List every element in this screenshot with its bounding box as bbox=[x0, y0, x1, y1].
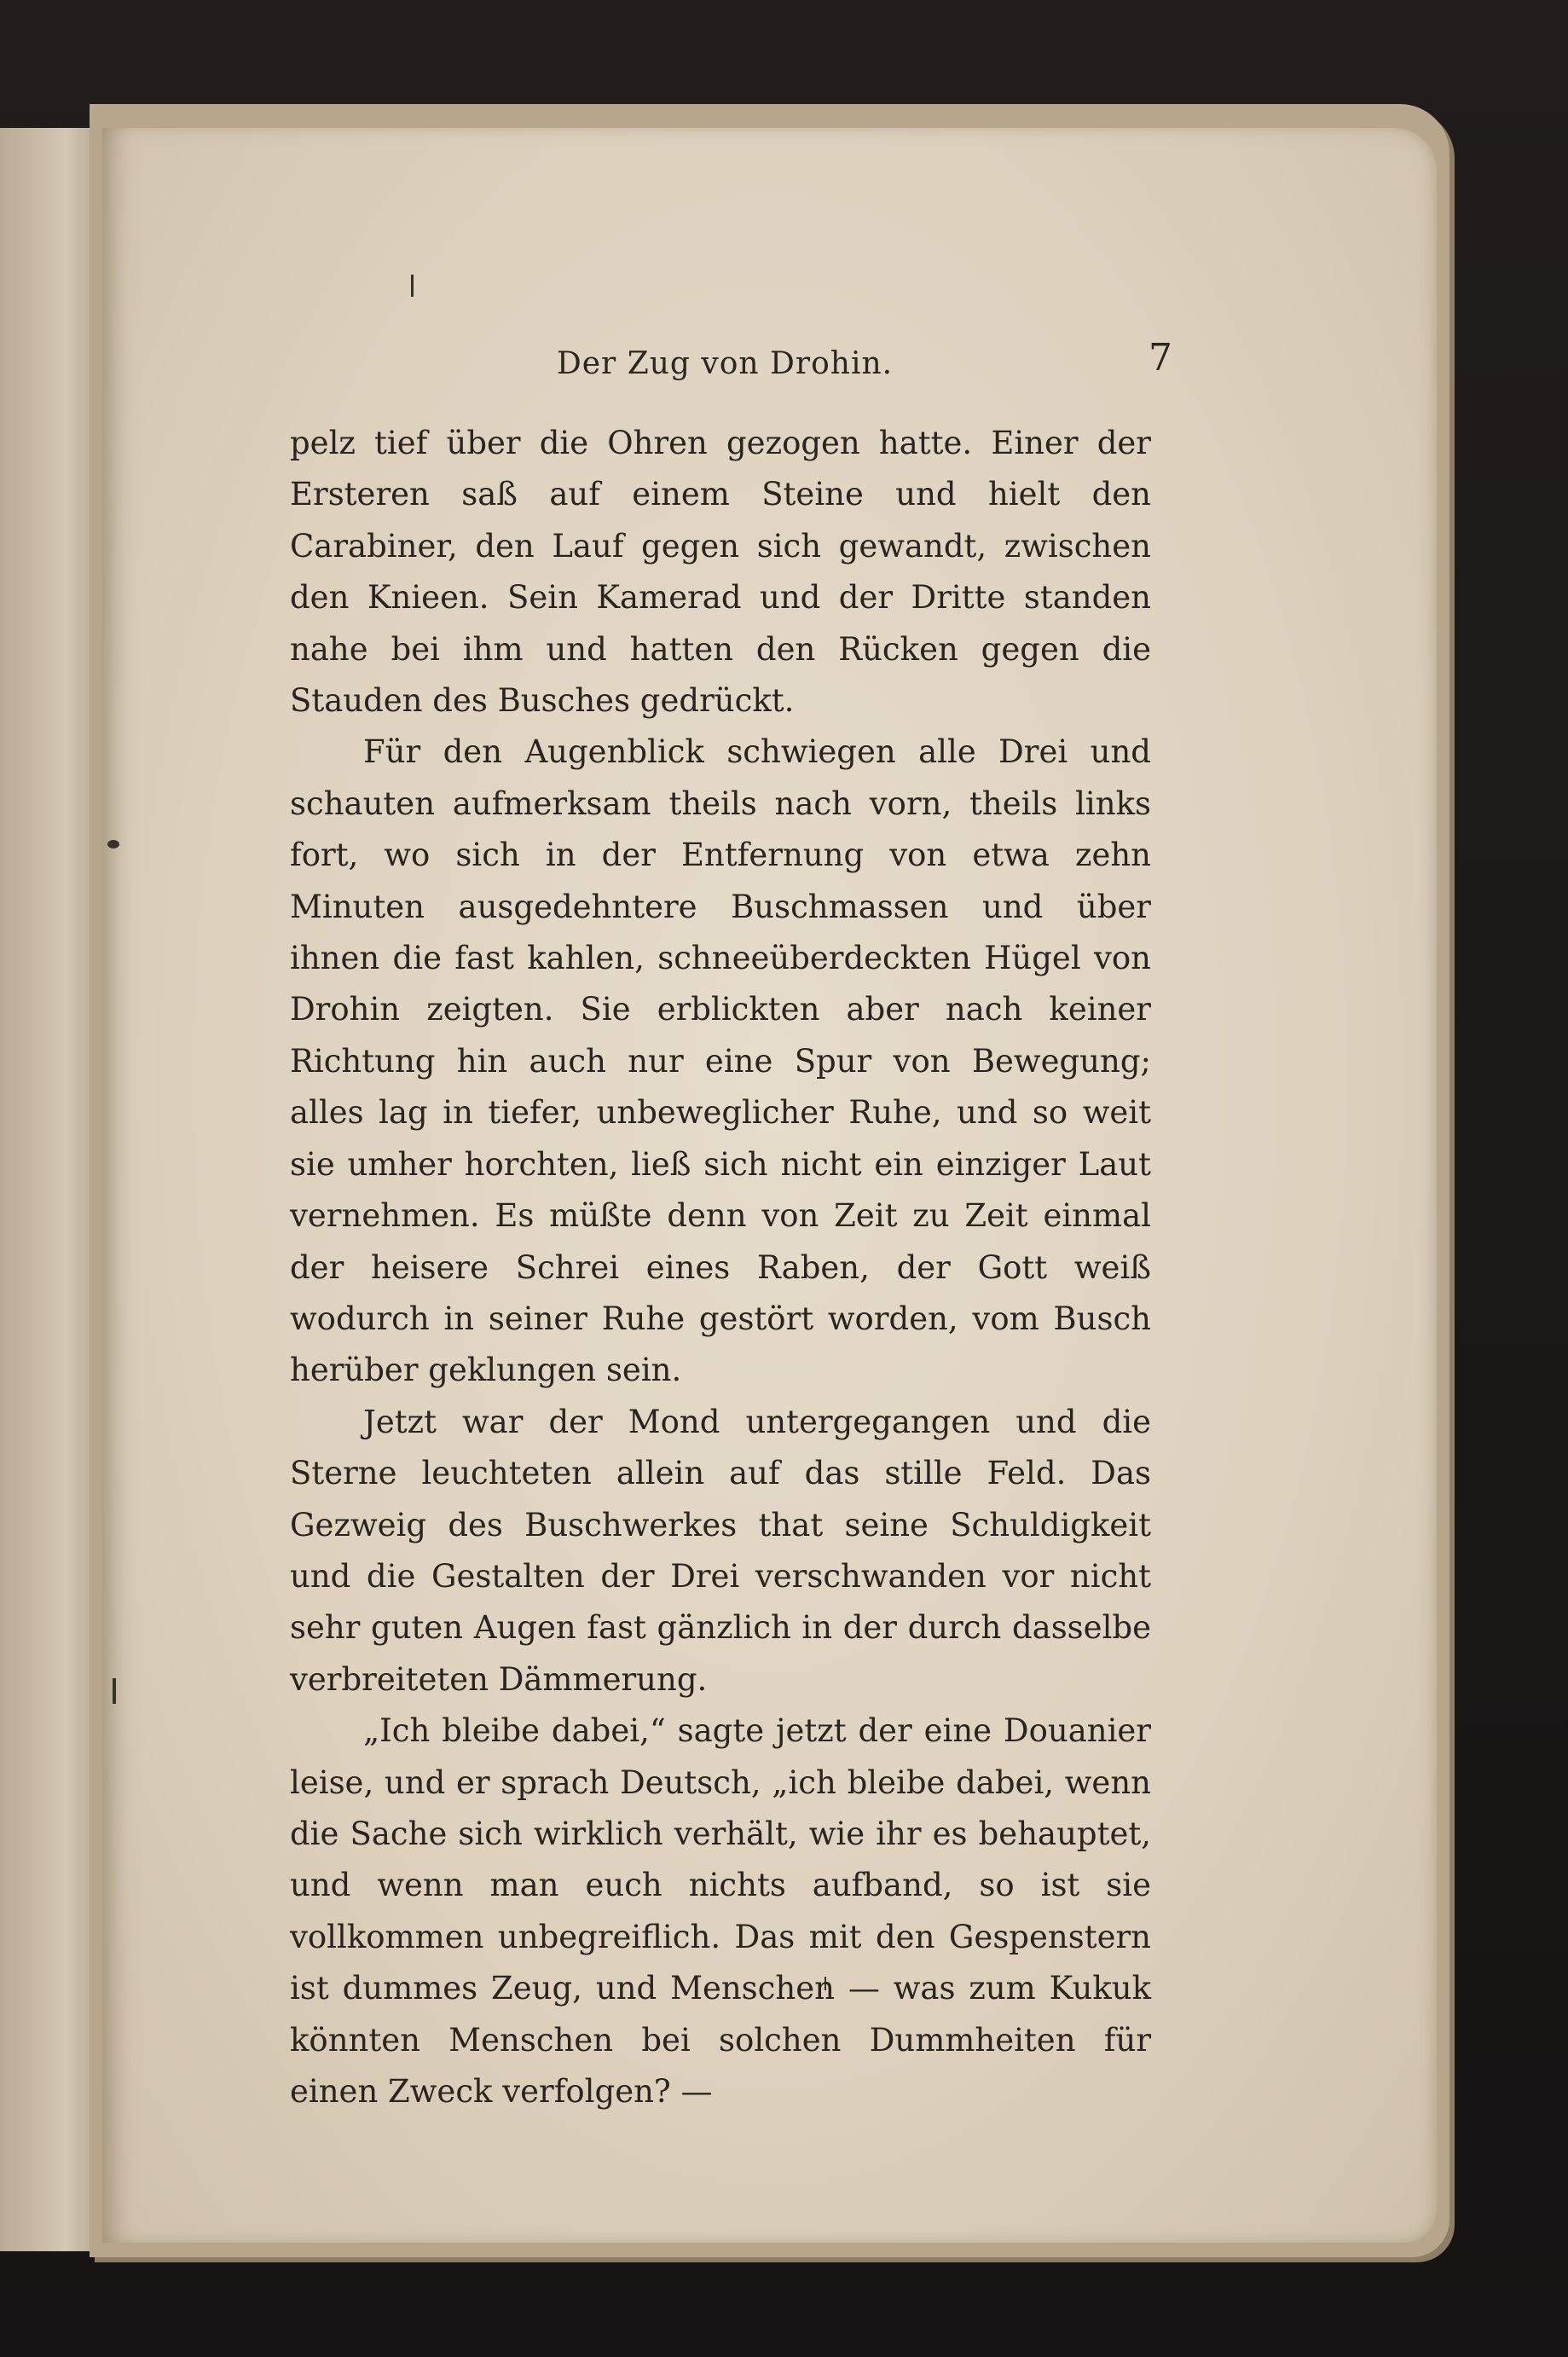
paragraph: Für den Augenblick schwiegen alle Drei und schauten aufmerksam theils nach vorn, theils links fort, wo sich in der Entfernung von etwa zehn Minuten ausgedehntere Buschmassen und über ihnen die fast kahlen, schneeüberdeckten Hügel von Drohin zeigten. Sie erblickten aber nach keiner Richtung hin auch nur eine Spur von Bewegung; alles lag in tiefer, unbeweglicher Ruhe, und so weit sie umher horchten, ließ sich nicht ein einziger Laut vernehmen. Es müßte denn von Zeit zu Zeit einmal der heisere Schrei eines Raben, der Gott weiß wodurch in seiner Ruhe gestört worden, vom Busch herüber geklungen sein. bbox=[290, 733, 1151, 1389]
running-header bbox=[290, 336, 1172, 392]
page-number: 7 bbox=[1149, 336, 1172, 379]
paragraph: Jetzt war der Mond untergegangen und die Sterne leuchteten allein auf das stille Feld. Das Gezweig des Buschwerkes that seine Schuldigkeit und die Gestalten der Drei verschwanden vor nicht sehr guten Augen fast gänzlich in der durch dasselbe verbreiteten Dämmerung. bbox=[290, 1403, 1151, 1698]
paragraph: „Ich bleibe dabei,“ sagte jetzt der eine Douanier leise, und er sprach Deutsch, „ich bleibe dabei, wenn die Sache sich wirklich verhält, wie ihr es behauptet, und wenn man euch nichts aufband, so ist sie vollkommen unbegreiflich. Das mit den Gespenstern ist dummes Zeug, und Menschen — was zum Kukuk könnten Menschen bei solchen Dummheiten für einen Zweck verfolgen? — bbox=[290, 1712, 1151, 2110]
body-text bbox=[290, 418, 1151, 2117]
paragraph: pelz tief über die Ohren gezogen hatte. Einer der Ersteren saß auf einem Steine und hielt den Carabiner, den Lauf gegen sich gewandt, zwischen den Knieen. Sein Kamerad und der Dritte standen nahe bei ihm und hatten den Rücken gegen die Stauden des Busches gedrückt. bbox=[290, 425, 1151, 720]
scan-mark bbox=[411, 275, 414, 297]
running-title: Der Zug von Drohin. bbox=[556, 346, 894, 381]
scan-mark bbox=[107, 840, 119, 848]
scan-mark bbox=[113, 1678, 116, 1704]
